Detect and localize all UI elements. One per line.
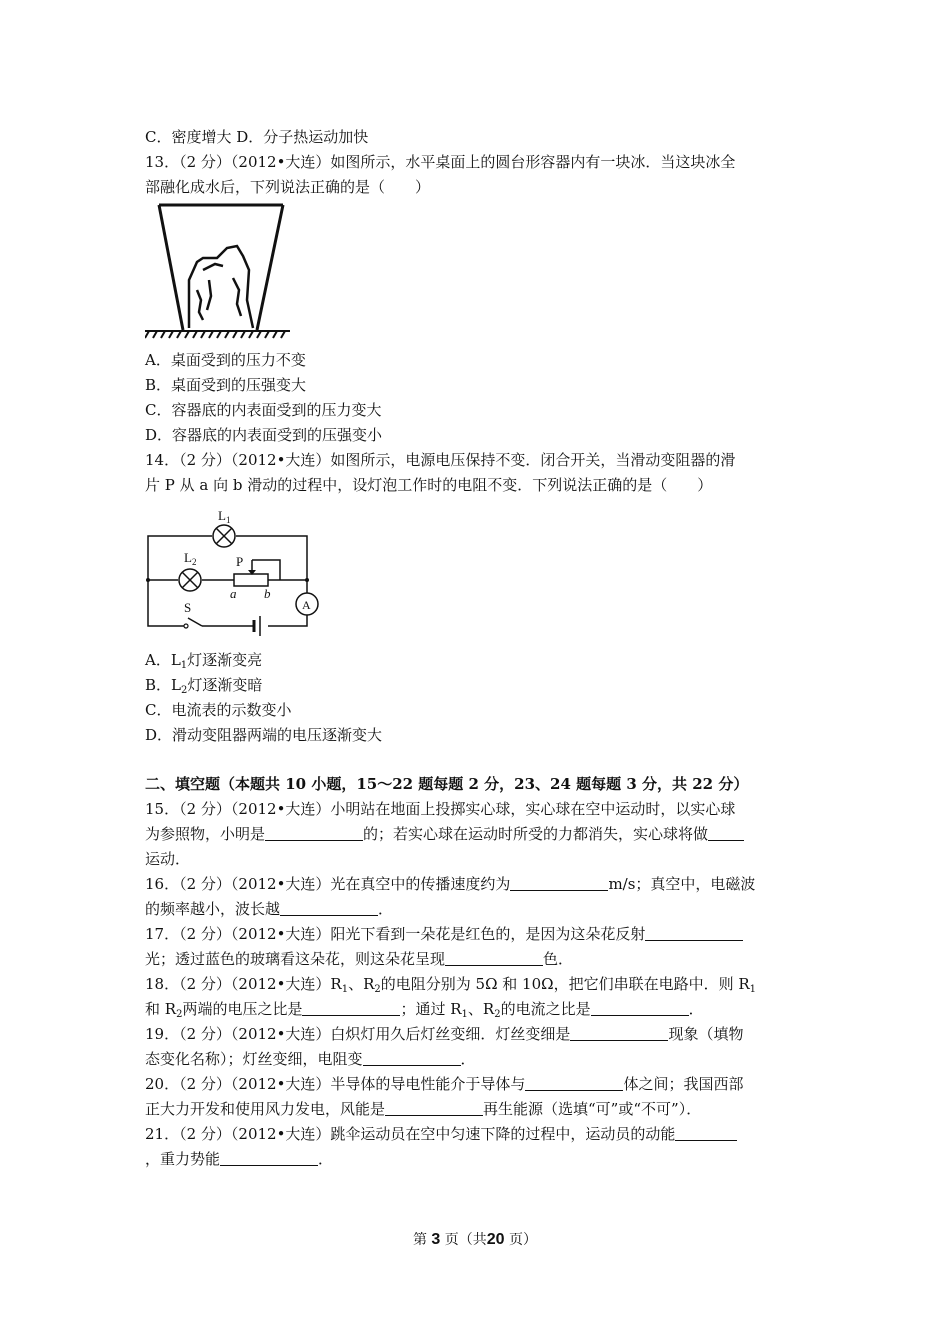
lamp-l1-icon xyxy=(213,525,235,547)
svg-text:L1: $L_1$ xyxy=(218,508,231,525)
switch-contact xyxy=(184,624,188,628)
answer-blank xyxy=(591,1000,689,1016)
table-surface xyxy=(145,331,290,338)
container-left-wall xyxy=(159,205,183,330)
q20-line-2: 正大力开发和使用风力发电，风能是 再生能源（选填“可”或“不可”）． xyxy=(145,1100,702,1118)
slider-wire xyxy=(252,560,280,580)
q13-stem-line-2: 部融化成水后，下列说法正确的是（ ） xyxy=(145,178,431,196)
answer-blank xyxy=(220,1150,318,1166)
switch-icon xyxy=(188,618,202,626)
q15-line-3: 运动． xyxy=(145,850,191,868)
q13-option-a: A．桌面受到的压力不变 xyxy=(145,351,306,369)
q13-option-b: B．桌面受到的压强变大 xyxy=(145,376,307,394)
label-l1: L xyxy=(218,508,226,523)
q21-line-2: ，重力势能 ． xyxy=(145,1150,334,1168)
answer-blank xyxy=(708,825,744,841)
svg-text:L2: $L_2$ xyxy=(184,550,197,567)
answer-blank xyxy=(280,900,378,916)
q20-line-1: 20．（2 分）（2012•大连）半导体的导电性能介于导体与 体之间；我国西部 xyxy=(145,1075,744,1093)
ice-block xyxy=(189,246,253,328)
q14-stem-line-1: 14．（2 分）（2012•大连）如图所示，电源电压保持不变．闭合开关，当滑动变阻器的滑 xyxy=(145,451,736,469)
section-2-heading: 二、填空题（本题共 10 小题，15～22 题每题 2 分，23、24 题每题 3 分，共 22 分） xyxy=(145,775,749,793)
label-p: P xyxy=(236,554,244,569)
label-b: b xyxy=(264,586,271,601)
q16-line-2: 的频率越小，波长越 ． xyxy=(145,900,394,918)
label-a: a xyxy=(230,586,237,601)
answer-blank xyxy=(645,925,743,941)
answer-blank xyxy=(570,1025,668,1041)
answer-blank xyxy=(385,1100,483,1116)
q19-line-1: 19．（2 分）（2012•大连）白炽灯用久后灯丝变细．灯丝变细是 现象（填物 xyxy=(145,1025,744,1043)
answer-blank xyxy=(445,950,543,966)
q14-option-c: C．电流表的示数变小 xyxy=(145,701,292,719)
q14-option-b: B．$L_2$灯逐渐变暗 xyxy=(145,676,263,696)
q16-line-1: 16．（2 分）（2012•大连）光在真空中的传播速度约为 m/s；真空中，电磁波 xyxy=(145,875,756,893)
q17-line-2: 光；透过蓝色的玻璃看这朵花，则这朵花呈现 色． xyxy=(145,950,574,968)
q15-line-2: 为参照物，小明是 的；若实心球在运动时所受的力都消失，实心球将做 xyxy=(145,822,815,847)
q14-option-d: D．滑动变阻器两端的电压逐渐变大 xyxy=(145,726,383,744)
answer-blank xyxy=(510,875,608,891)
q14-circuit-figure xyxy=(140,500,330,642)
rheostat-icon xyxy=(234,574,268,586)
wire-top-left xyxy=(148,536,212,580)
q13-option-c: C．容器底的内表面受到的压力变大 xyxy=(145,401,382,419)
q13-option-d: D．容器底的内表面受到的压强变小 xyxy=(145,426,383,444)
label-ammeter: A xyxy=(302,598,311,612)
q21-line-1: 21．（2 分）（2012•大连）跳伞运动员在空中匀速下降的过程中，运动员的动能 xyxy=(145,1122,815,1147)
answer-blank xyxy=(363,1050,461,1066)
q14-option-a: A．$L_1$灯逐渐变亮 xyxy=(145,651,263,671)
wire-bottom-left xyxy=(148,580,184,626)
q18-line-2: 和 $R_2$两端的电压之比是 ；通过 $R_1$、$R_2$的电流之比是 ． xyxy=(145,1000,704,1020)
page-total: 20 xyxy=(486,1231,505,1248)
q18-line-1: 18．（2 分）（2012•大连）$R_1$、$R_2$的电阻分别为 5Ω 和 10Ω，把它们串联在电路中．则 $R_1$ xyxy=(145,975,757,995)
answer-blank xyxy=(525,1075,623,1091)
q15-line-1: 15．（2 分）（2012•大连）小明站在地面上投掷实心球，实心球在空中运动时，以实心球 xyxy=(145,800,736,818)
q12-option-c-d: C．密度增大 D．分子热运动加快 xyxy=(145,128,369,146)
label-s: S xyxy=(184,600,192,615)
q14-stem-line-2: 片 P 从 a 向 b 滑动的过程中，设灯泡工作时的电阻不变．下列说法正确的是（ ） xyxy=(145,476,713,494)
answer-blank xyxy=(302,1000,400,1016)
page-footer: 第 3 页（共20 页） xyxy=(412,1231,538,1248)
container-right-wall xyxy=(257,205,283,330)
label-l2: L xyxy=(184,550,192,565)
lamp-l2-icon xyxy=(179,569,201,591)
answer-blank xyxy=(675,1125,737,1141)
q13-container-figure xyxy=(145,200,295,345)
page-number: 3 xyxy=(431,1231,441,1248)
q17-line-1: 17．（2 分）（2012•大连）阳光下看到一朵花是红色的，是因为这朵花反射 xyxy=(145,922,815,947)
junction-left xyxy=(146,578,150,582)
wire-bottom-right xyxy=(268,615,307,626)
junction-right xyxy=(305,578,309,582)
answer-blank xyxy=(265,825,363,841)
q13-stem-line-1: 13．（2 分）（2012•大连）如图所示，水平桌面上的圆台形容器内有一块冰．当这块冰全 xyxy=(145,153,736,171)
q19-line-2: 态变化名称）；灯丝变细，电阻变 ． xyxy=(145,1050,476,1068)
